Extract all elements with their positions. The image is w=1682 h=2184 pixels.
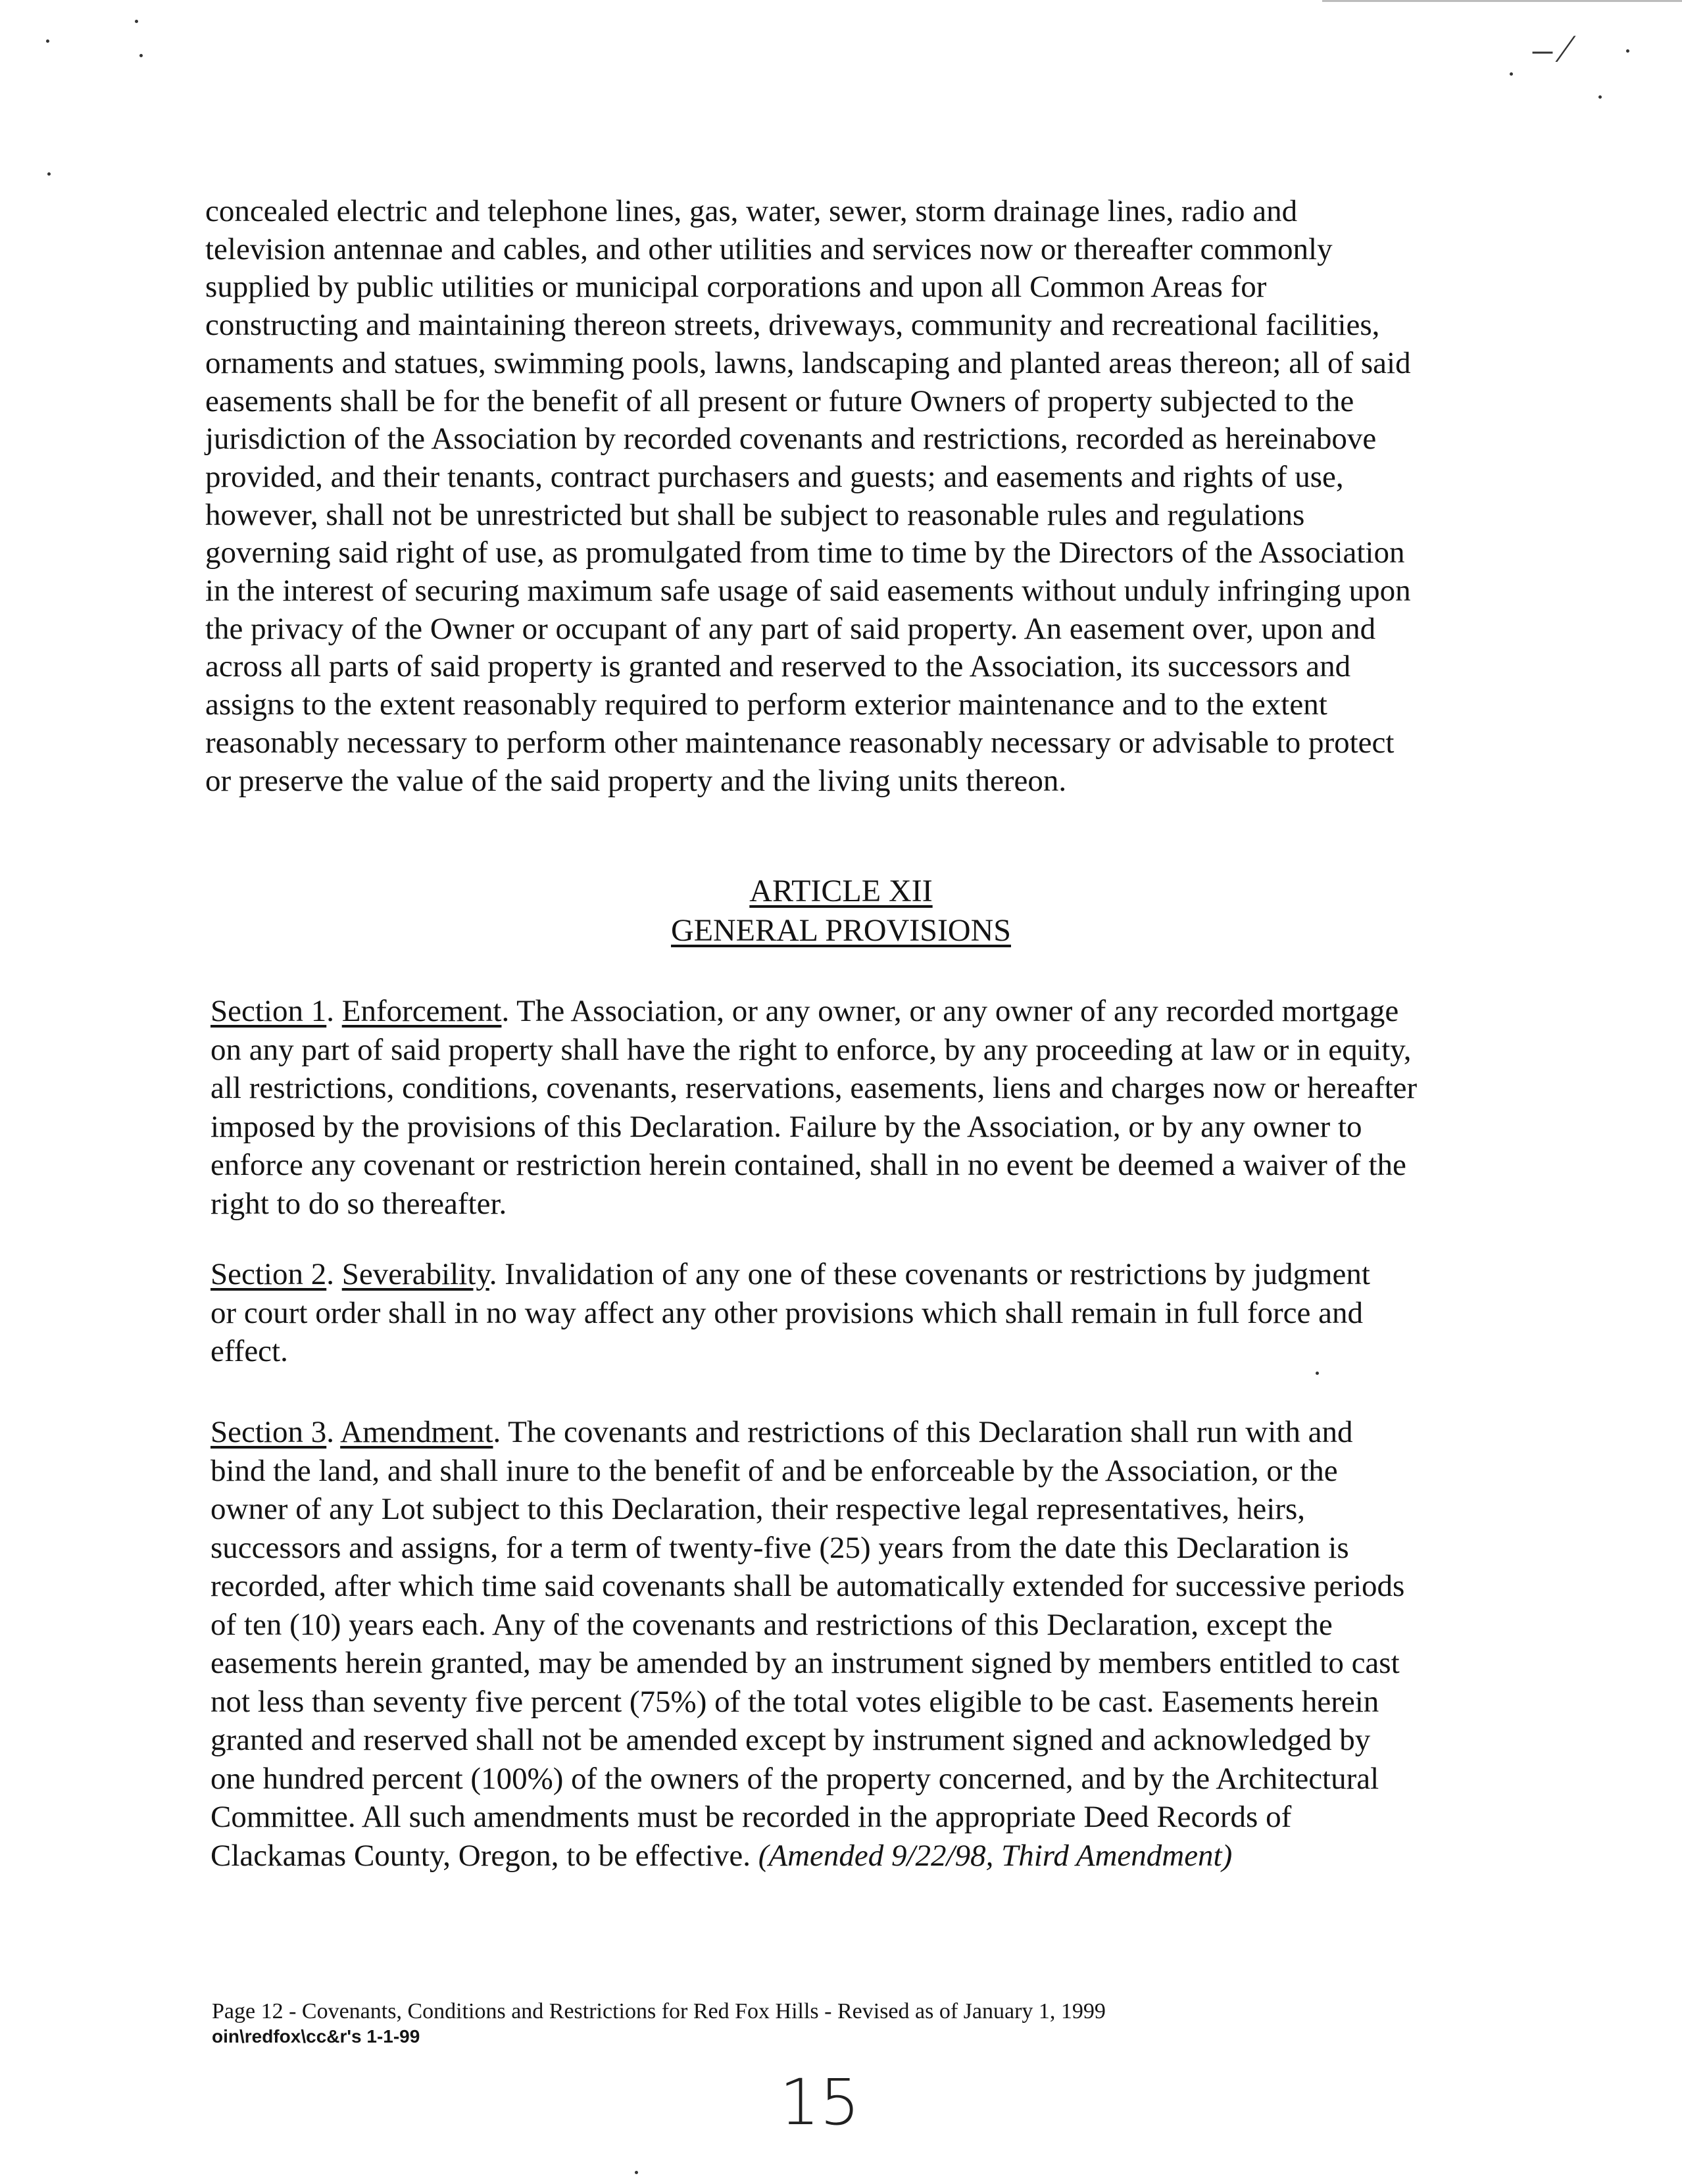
section-first-line: Section 2. Severability. Invalidation of any one of these covenants or restrictions by judgment <box>210 1257 1370 1291</box>
handwritten-mark: – ⁄ <box>1533 27 1570 70</box>
intro-line: the privacy of the Owner or occupant of any part of said property. An easement over, upon and <box>205 611 1376 646</box>
section-label: Section 3 <box>210 1415 327 1449</box>
section-line: effect. <box>210 1334 288 1368</box>
scan-speck <box>1316 1372 1319 1375</box>
section-line: right to do so thereafter. <box>210 1186 507 1221</box>
section-first-line: Section 3. Amendment. The covenants and restrictions of this Declaration shall run with and <box>210 1415 1353 1449</box>
section-line: imposed by the provisions of this Declaration. Failure by the Association, or by any owner to <box>210 1109 1362 1144</box>
intro-line: however, shall not be unrestricted but shall be subject to reasonable rules and regulations <box>205 497 1305 532</box>
intro-line: jurisdiction of the Association by recorded covenants and restrictions, recorded as hereinabove <box>205 422 1377 457</box>
section-last-line <box>210 1837 1500 1875</box>
scan-speck <box>135 20 138 23</box>
section-enforcement <box>210 992 1500 1223</box>
scan-speck <box>1598 95 1602 99</box>
section-line: enforce any covenant or restriction herein contained, shall in no event be deemed a waiver of the <box>210 1148 1406 1182</box>
intro-line: constructing and maintaining thereon streets, driveways, community and recreational facilities, <box>205 308 1380 343</box>
scan-speck <box>47 172 51 176</box>
section-line: or court order shall in no way affect any other provisions which shall remain in full force and <box>210 1295 1363 1330</box>
intro-line: reasonably necessary to perform other maintenance reasonably necessary or advisable to protect <box>205 725 1395 760</box>
scan-edge-rule <box>1322 0 1682 2</box>
intro-line: in the interest of securing maximum safe usage of said easements without unduly infringing upon <box>205 574 1411 608</box>
section-label: Section 1 <box>210 994 327 1028</box>
section-line: easements herein granted, may be amended by an instrument signed by members entitled to cast <box>210 1646 1400 1680</box>
intro-line: assigns to the extent reasonably required to perform exterior maintenance and to the extent <box>205 687 1327 722</box>
intro-paragraph <box>205 193 1495 800</box>
intro-line: governing said right of use, as promulgated from time to time by the Directors of the Association <box>205 535 1405 570</box>
intro-line: television antennae and cables, and other utilities and services now or thereafter commonly <box>205 232 1333 266</box>
section-line: owner of any Lot subject to this Declaration, their respective legal representatives, heirs, <box>210 1492 1305 1526</box>
handwritten-page-number: 15 <box>779 2066 860 2139</box>
section-heading: Enforcement <box>341 994 502 1028</box>
intro-line: concealed electric and telephone lines, gas, water, sewer, storm drainage lines, radio and <box>205 194 1298 228</box>
section-text: The covenants and restrictions of this Declaration shall run with and <box>508 1415 1353 1449</box>
section-text: The Association, or any owner, or any owner of any recorded mortgage <box>516 994 1399 1028</box>
scan-speck <box>139 54 143 57</box>
section-heading: Amendment <box>340 1415 493 1449</box>
section-line: not less than seventy five percent (75%) of the total votes eligible to be cast. Easements herein <box>210 1684 1379 1719</box>
intro-line: ornaments and statues, swimming pools, lawns, landscaping and planted areas thereon; all of said <box>205 345 1411 380</box>
section-first-line: Section 1. Enforcement. The Association, or any owner, or any owner of any recorded mortgage <box>210 994 1399 1028</box>
page-footer: Page 12 - Covenants, Conditions and Restrictions for Red Fox Hills - Revised as of January 1, 1999 <box>212 1999 1106 2023</box>
section-text: Clackamas County, Oregon, to be effective. <box>210 1838 751 1873</box>
section-text: Invalidation of any one of these covenants or restrictions by judgment <box>505 1257 1370 1291</box>
section-line: granted and reserved shall not be amended except by instrument signed and acknowledged by <box>210 1723 1371 1757</box>
section-heading: Severability <box>341 1257 489 1291</box>
section-line: all restrictions, conditions, covenants, reservations, easements, liens and charges now or hereafter <box>210 1071 1418 1105</box>
section-line: recorded, after which time said covenants shall be automatically extended for successive periods <box>210 1569 1405 1603</box>
section-line: on any part of said property shall have the right to enforce, by any proceeding at law or in equity, <box>210 1032 1412 1067</box>
scan-speck <box>46 39 49 43</box>
intro-line: across all parts of said property is granted and reserved to the Association, its successors and <box>205 649 1351 684</box>
scan-speck <box>1626 49 1629 53</box>
intro-line: provided, and their tenants, contract purchasers and guests; and easements and rights of use, <box>205 459 1344 494</box>
intro-line: easements shall be for the benefit of all present or future Owners of property subjected to the <box>205 384 1354 418</box>
scan-speck <box>635 2171 638 2174</box>
amendment-note: (Amended 9/22/98, Third Amendment) <box>758 1838 1233 1873</box>
scan-speck <box>1510 72 1513 76</box>
section-amendment <box>210 1413 1500 1875</box>
section-line: Committee. All such amendments must be recorded in the appropriate Deed Records of <box>210 1800 1292 1834</box>
section-line: one hundred percent (100%) of the owners of the property concerned, and by the Architectural <box>210 1761 1379 1796</box>
section-line: bind the land, and shall inure to the benefit of and be enforceable by the Association, or the <box>210 1453 1338 1488</box>
article-title: GENERAL PROVISIONS <box>671 913 1011 948</box>
intro-line: supplied by public utilities or municipal corporations and upon all Common Areas for <box>205 270 1267 305</box>
section-line: of ten (10) years each. Any of the covenants and restrictions of this Declaration, except the <box>210 1607 1333 1642</box>
file-path: oin\redfox\cc&r's 1-1-99 <box>212 2026 420 2047</box>
intro-line: or preserve the value of the said property and the living units thereon. <box>205 763 1067 798</box>
article-number: ARTICLE XII <box>749 874 933 908</box>
section-line: successors and assigns, for a term of twenty-five (25) years from the date this Declaration is <box>210 1530 1349 1565</box>
section-label: Section 2 <box>210 1257 327 1291</box>
section-severability <box>210 1255 1500 1371</box>
